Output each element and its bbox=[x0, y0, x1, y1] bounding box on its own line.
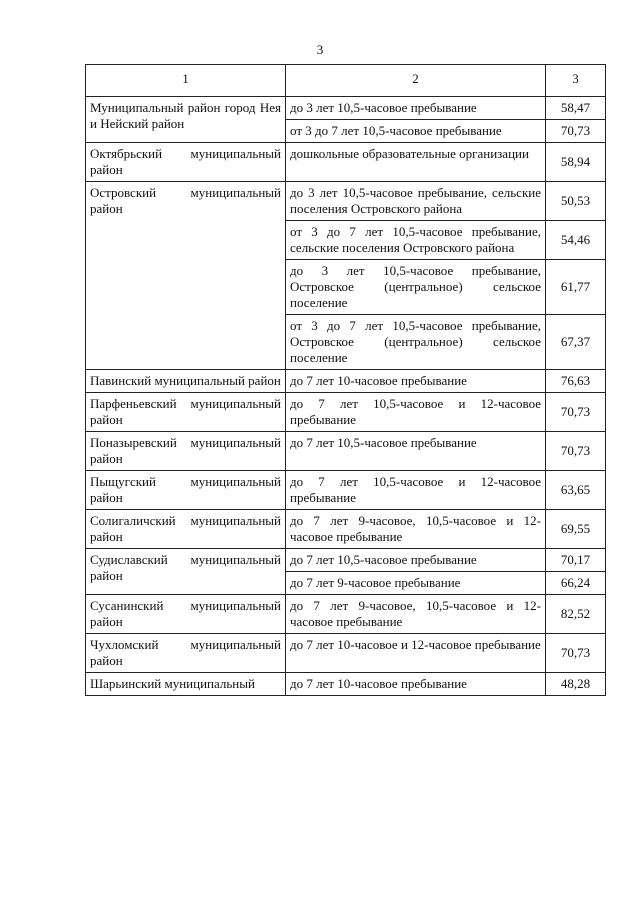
tariff-table bbox=[85, 64, 606, 696]
table-row bbox=[86, 370, 606, 393]
district-cell: Октябрьский муниципальный район bbox=[86, 143, 286, 182]
description-cell: от 3 до 7 лет 10,5-часовое пребывание, Островское (центральное) сельское поселение bbox=[286, 315, 546, 370]
table-row bbox=[86, 673, 606, 696]
value-cell: 66,24 bbox=[546, 572, 606, 595]
description-cell: от 3 до 7 лет 10,5-часовое пребывание, сельские поселения Островского района bbox=[286, 221, 546, 260]
value-cell: 70,17 bbox=[546, 549, 606, 572]
value-cell: 61,77 bbox=[546, 260, 606, 315]
value-cell: 69,55 bbox=[546, 510, 606, 549]
description-cell: до 7 лет 9-часовое, 10,5-часовое и 12-часовое пребывание bbox=[286, 510, 546, 549]
table-row bbox=[86, 471, 606, 510]
table-row bbox=[86, 595, 606, 634]
value-cell: 82,52 bbox=[546, 595, 606, 634]
value-cell: 70,73 bbox=[546, 120, 606, 143]
description-cell: до 7 лет 10,5-часовое пребывание bbox=[286, 549, 546, 572]
value-cell: 58,94 bbox=[546, 143, 606, 182]
table-row bbox=[86, 634, 606, 673]
table-row bbox=[86, 549, 606, 572]
district-cell: Муниципальный район город Нея и Нейский район bbox=[86, 97, 286, 143]
value-cell: 76,63 bbox=[546, 370, 606, 393]
description-cell: дошкольные образовательные организации bbox=[286, 143, 546, 182]
value-cell: 70,73 bbox=[546, 393, 606, 432]
value-cell: 70,73 bbox=[546, 634, 606, 673]
value-cell: 63,65 bbox=[546, 471, 606, 510]
table-row bbox=[86, 97, 606, 120]
description-cell: до 7 лет 9-часовое пребывание bbox=[286, 572, 546, 595]
description-cell: до 3 лет 10,5-часовое пребывание, сельские поселения Островского района bbox=[286, 182, 546, 221]
description-cell: до 3 лет 10,5-часовое пребывание, Островское (центральное) сельское поселение bbox=[286, 260, 546, 315]
table-row bbox=[86, 510, 606, 549]
page-number: 3 bbox=[316, 42, 324, 57]
table-row bbox=[86, 143, 606, 182]
district-cell: Судиславский муниципальный район bbox=[86, 549, 286, 595]
table-body bbox=[86, 65, 606, 696]
description-cell: до 7 лет 10,5-часовое и 12-часовое пребывание bbox=[286, 471, 546, 510]
district-cell: Парфеньевский муниципальный район bbox=[86, 393, 286, 432]
table-row bbox=[86, 393, 606, 432]
district-cell: Поназыревский муниципальный район bbox=[86, 432, 286, 471]
district-cell: Чухломский муниципальный район bbox=[86, 634, 286, 673]
description-cell: от 3 до 7 лет 10,5-часовое пребывание bbox=[286, 120, 546, 143]
description-cell: до 7 лет 10-часовое и 12-часовое пребывание bbox=[286, 634, 546, 673]
header-cell-1: 1 bbox=[86, 65, 286, 97]
description-cell: до 7 лет 10,5-часовое пребывание bbox=[286, 432, 546, 471]
value-cell: 58,47 bbox=[546, 97, 606, 120]
table-row bbox=[86, 182, 606, 221]
description-cell: до 7 лет 9-часовое, 10,5-часовое и 12-часовое пребывание bbox=[286, 595, 546, 634]
value-cell: 67,37 bbox=[546, 315, 606, 370]
district-cell: Сусанинский муниципальный район bbox=[86, 595, 286, 634]
description-cell: до 7 лет 10-часовое пребывание bbox=[286, 673, 546, 696]
header-cell-2: 2 bbox=[286, 65, 546, 97]
district-cell: Островский муниципальный район bbox=[86, 182, 286, 370]
district-cell: Пыщугский муниципальный район bbox=[86, 471, 286, 510]
description-cell: до 3 лет 10,5-часовое пребывание bbox=[286, 97, 546, 120]
value-cell: 70,73 bbox=[546, 432, 606, 471]
header-cell-3: 3 bbox=[546, 65, 606, 97]
description-cell: до 7 лет 10-часовое пребывание bbox=[286, 370, 546, 393]
table-header-row bbox=[86, 65, 606, 97]
value-cell: 50,53 bbox=[546, 182, 606, 221]
district-cell: Павинский муниципальный район bbox=[86, 370, 286, 393]
value-cell: 48,28 bbox=[546, 673, 606, 696]
description-cell: до 7 лет 10,5-часовое и 12-часовое пребывание bbox=[286, 393, 546, 432]
table-row bbox=[86, 432, 606, 471]
district-cell: Солигаличский муниципальный район bbox=[86, 510, 286, 549]
district-cell: Шарьинский муниципальный bbox=[86, 673, 286, 696]
value-cell: 54,46 bbox=[546, 221, 606, 260]
